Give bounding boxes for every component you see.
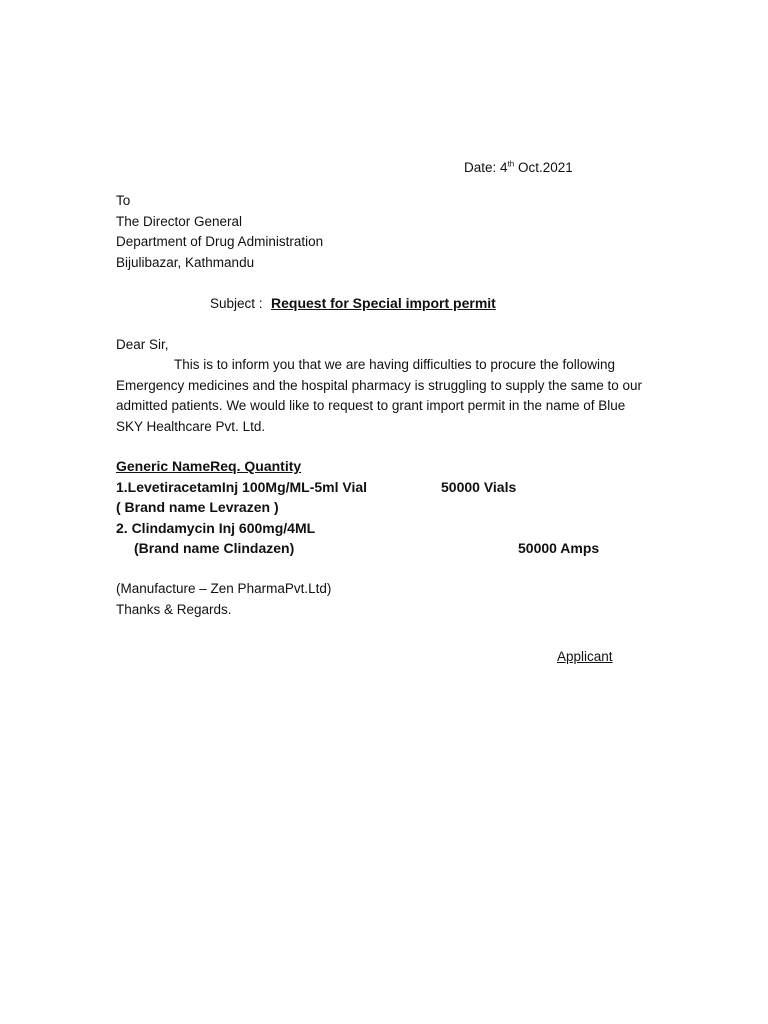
- address-line-1: The Director General: [116, 214, 243, 229]
- body-line-1: [116, 355, 676, 376]
- subject-label: Subject :: [210, 296, 263, 311]
- date-suffix: th: [507, 159, 515, 169]
- body-paragraph: [116, 355, 676, 437]
- item-1-name: 1.LevetiracetamInj 100Mg/ML-5ml Vial: [116, 479, 368, 495]
- item-1-brand: ( Brand name Levrazen ): [116, 499, 279, 515]
- body-line-4: SKY Healthcare Pvt. Ltd.: [116, 418, 266, 434]
- body-line-2: Emergency medicines and the hospital pharmacy is struggling to supply the same to our: [116, 377, 643, 393]
- salutation: Dear Sir,: [116, 337, 169, 352]
- address-line-3: Bijulibazar, Kathmandu: [116, 255, 255, 270]
- date-line: [464, 158, 573, 178]
- date-rest: Oct.2021: [518, 160, 573, 175]
- item-2-quantity: 50000 Amps: [518, 540, 600, 556]
- item-1-quantity: 50000 Vials: [441, 479, 517, 495]
- signature-applicant: Applicant: [557, 649, 613, 664]
- body-line-3: admitted patients. We would like to request to grant import permit in the name of Blue: [116, 398, 626, 414]
- body-line-1-text: This is to inform you that we are having difficulties to procure the following: [174, 357, 615, 372]
- address-to: To: [116, 193, 131, 208]
- date-day: 4: [500, 160, 508, 175]
- item-2-brand: (Brand name Clindazen): [134, 540, 295, 556]
- table-header: Generic NameReq. Quantity: [116, 458, 302, 474]
- subject-text: Request for Special import permit: [271, 295, 496, 311]
- closing: Thanks & Regards.: [116, 602, 232, 617]
- manufacture-note: (Manufacture – Zen PharmaPvt.Ltd): [116, 581, 332, 596]
- address-line-2: Department of Drug Administration: [116, 234, 324, 249]
- item-2-name: 2. Clindamycin Inj 600mg/4ML: [116, 520, 316, 536]
- date-label: Date:: [464, 160, 497, 175]
